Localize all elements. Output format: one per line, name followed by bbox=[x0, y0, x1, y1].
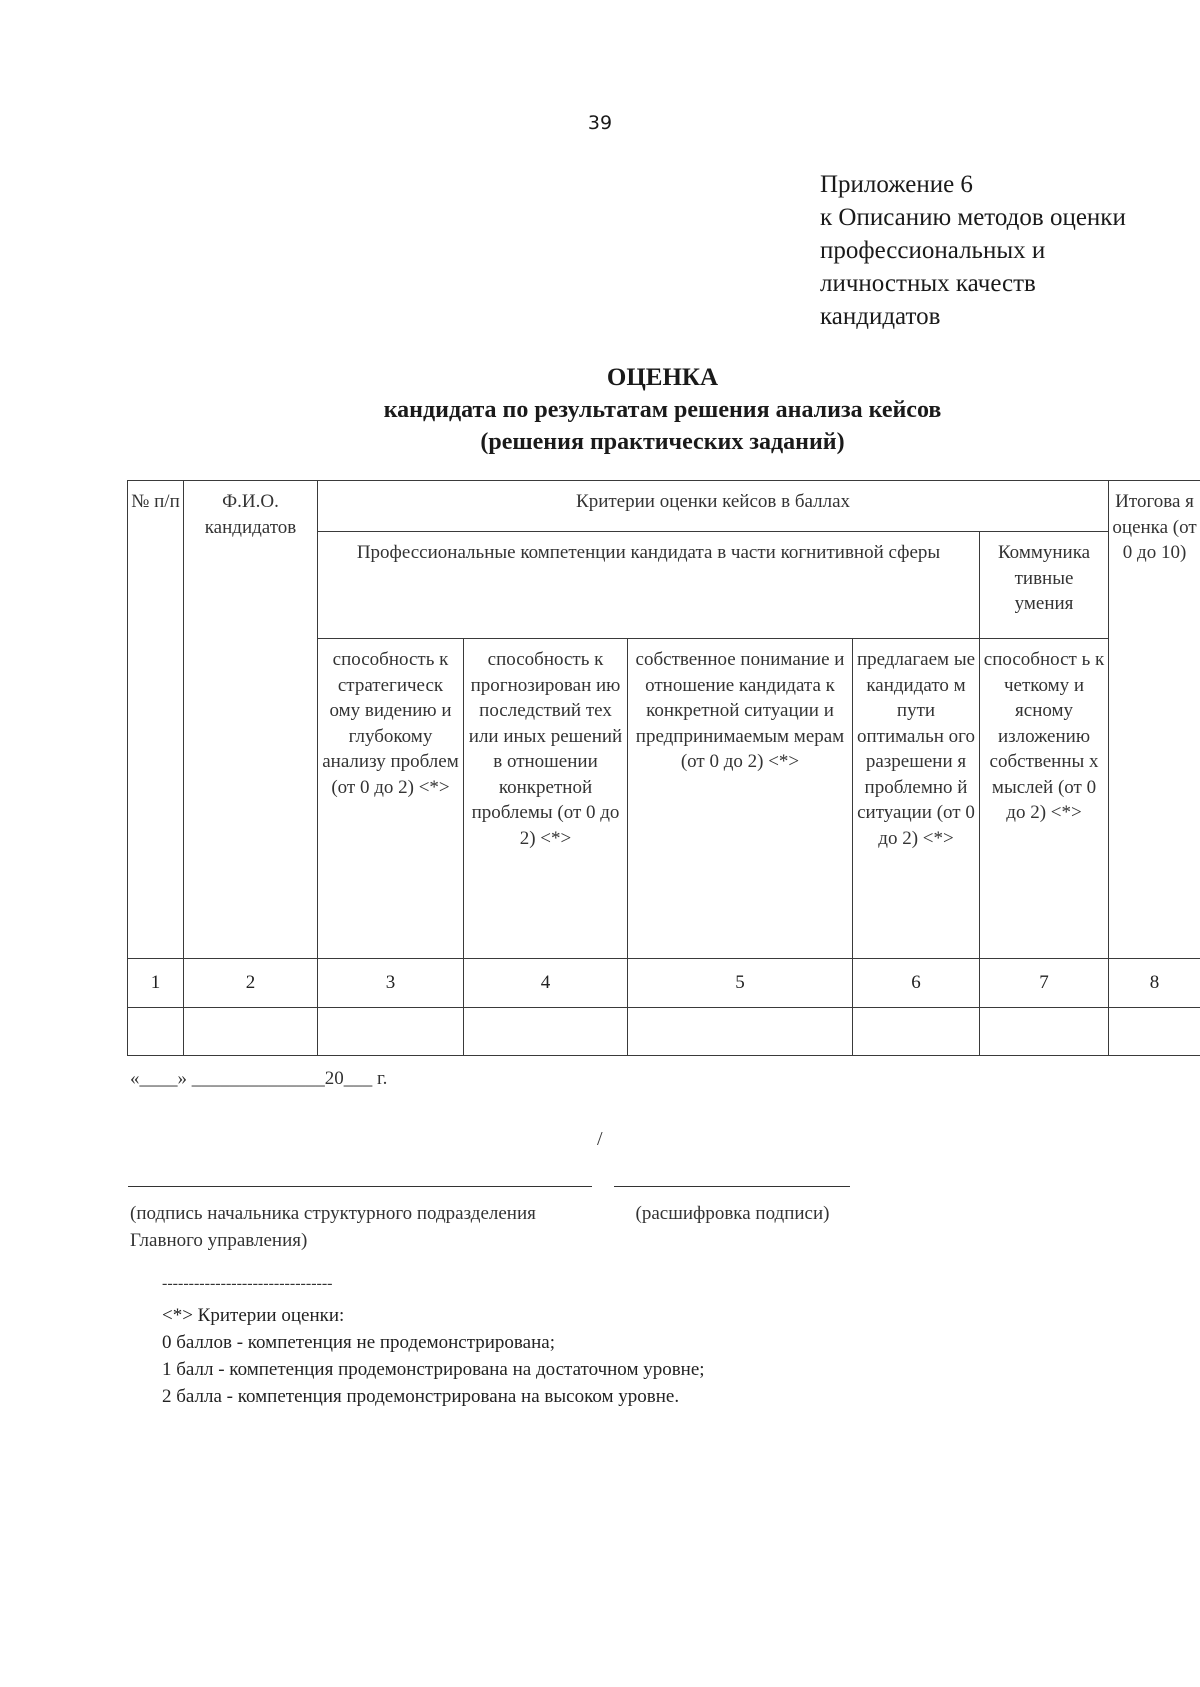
header-total: Итогова я оценка (от 0 до 10) bbox=[1109, 481, 1200, 959]
criterion-cell: способност ь к четкому и ясному изложению собственны х мыслей (от 0 до 2) <*> bbox=[980, 639, 1109, 959]
signature-decoding-caption: (расшифровка подписи) bbox=[635, 1203, 830, 1224]
header-professional: Профессиональные компетенции кандидата в части когнитивной сферы bbox=[318, 532, 980, 639]
signature-slash: / bbox=[597, 1128, 603, 1150]
page-number: 39 bbox=[587, 112, 613, 134]
empty-cell bbox=[853, 1008, 980, 1056]
appendix-line: кандидатов bbox=[820, 303, 941, 330]
document-title bbox=[0, 362, 1200, 458]
criterion-cell: собственное понимание и отношение кандидата к конкретной ситуации и предпринимаемым мерам (от 0 до 2) <*> bbox=[628, 639, 853, 959]
column-number: 3 bbox=[318, 959, 464, 1008]
title-main: ОЦЕНКА bbox=[606, 364, 719, 391]
footnote-separator: -------------------------------- bbox=[162, 1275, 333, 1292]
appendix-line: Приложение 6 bbox=[820, 171, 973, 198]
criterion-cell: предлагаем ые кандидато м пути оптимальн ого разрешени я проблемно й ситуации (от 0 до 2) <*> bbox=[853, 639, 980, 959]
footnote-line: 2 балла - компетенция продемонстрирована на высоком уровне. bbox=[162, 1386, 680, 1407]
title-subtitle: кандидата по результатам решения анализа кейсов bbox=[383, 397, 942, 423]
criterion-cell: способность к стратегическ ому видению и глубокому анализу проблем (от 0 до 2) <*> bbox=[318, 639, 464, 959]
appendix-heading bbox=[820, 168, 1190, 333]
column-number: 4 bbox=[464, 959, 628, 1008]
header-criteria: Критерии оценки кейсов в баллах bbox=[318, 481, 1109, 532]
appendix-line: к Описанию методов оценки bbox=[820, 204, 1126, 231]
empty-cell bbox=[128, 1008, 184, 1056]
column-number: 2 bbox=[184, 959, 318, 1008]
appendix-line: профессиональных и bbox=[820, 237, 1046, 264]
footnote-line: 0 баллов - компетенция не продемонстрирована; bbox=[162, 1332, 555, 1353]
column-number: 5 bbox=[628, 959, 853, 1008]
column-number: 8 bbox=[1109, 959, 1200, 1008]
title-subtitle-2: (решения практических заданий) bbox=[480, 429, 845, 455]
empty-cell bbox=[980, 1008, 1109, 1056]
signature-decoding-line bbox=[614, 1186, 850, 1187]
empty-cell bbox=[184, 1008, 318, 1056]
header-fio: Ф.И.О. кандидатов bbox=[184, 481, 318, 959]
signature-line bbox=[128, 1186, 592, 1187]
footnote-line: 1 балл - компетенция продемонстрирована на достаточном уровне; bbox=[162, 1359, 705, 1380]
empty-cell bbox=[318, 1008, 464, 1056]
appendix-line: личностных качеств bbox=[820, 270, 1036, 297]
header-communicative: Коммуника тивные умения bbox=[980, 532, 1109, 639]
footnote-line: <*> Критерии оценки: bbox=[162, 1305, 345, 1326]
date-line: «____» ______________20___ г. bbox=[130, 1068, 388, 1089]
signature-caption: (подпись начальника структурного подразделения Главного управления) bbox=[130, 1203, 536, 1251]
empty-cell bbox=[1109, 1008, 1200, 1056]
evaluation-table bbox=[127, 480, 1200, 1056]
column-number: 1 bbox=[128, 959, 184, 1008]
empty-cell bbox=[628, 1008, 853, 1056]
footnote-block bbox=[162, 1302, 705, 1410]
criterion-cell: способность к прогнозирован ию последствий тех или иных решений в отношении конкретной проблемы (от 0 до 2) <*> bbox=[464, 639, 628, 959]
column-number: 6 bbox=[853, 959, 980, 1008]
empty-cell bbox=[464, 1008, 628, 1056]
column-number: 7 bbox=[980, 959, 1109, 1008]
header-number: № п/п bbox=[128, 481, 184, 959]
